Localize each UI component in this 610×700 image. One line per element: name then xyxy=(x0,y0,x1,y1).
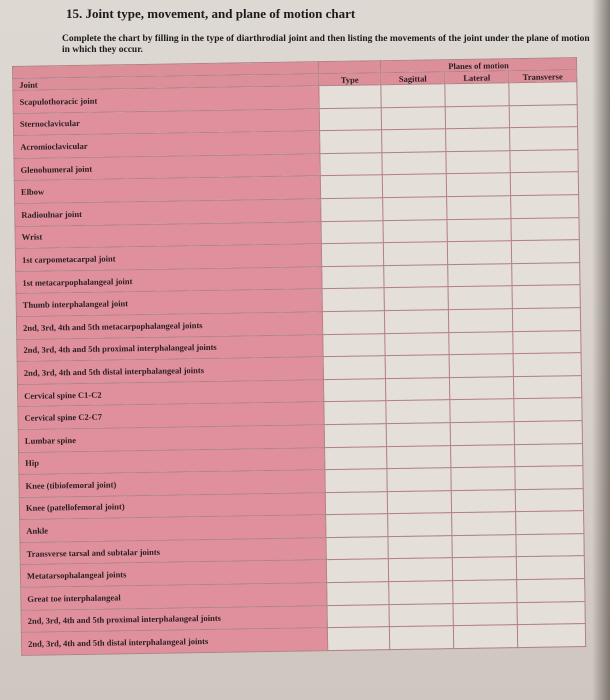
transverse-answer-cell[interactable] xyxy=(511,217,579,241)
header-planes-of-motion: Planes of motion xyxy=(380,58,576,73)
type-answer-cell[interactable] xyxy=(325,491,387,515)
joint-name-cell: 2nd, 3rd, 4th and 5th proximal interphalangeal joints xyxy=(21,605,327,632)
transverse-answer-cell[interactable] xyxy=(511,195,579,219)
joint-chart-table xyxy=(12,57,586,656)
joint-name-cell: Elbow xyxy=(14,176,320,203)
type-answer-cell[interactable] xyxy=(324,424,386,448)
sagittal-answer-cell[interactable] xyxy=(387,490,451,514)
lateral-answer-cell[interactable] xyxy=(453,602,517,626)
type-answer-cell[interactable] xyxy=(322,311,384,335)
transverse-answer-cell[interactable] xyxy=(516,533,584,557)
joint-name-cell: Thumb interphalangeal joint xyxy=(16,289,322,316)
header-joint: Joint xyxy=(13,74,319,91)
transverse-answer-cell[interactable] xyxy=(510,149,578,173)
type-answer-cell[interactable] xyxy=(327,604,389,628)
instructions-text: Complete the chart by filling in the type of diarthrodial joint and then listing the movements of the joint under the plane of motion in which they occur. xyxy=(62,34,590,55)
header-sagittal: Sagittal xyxy=(381,72,445,85)
joint-name-cell: Cervical spine C2-C7 xyxy=(18,402,324,429)
type-answer-cell[interactable] xyxy=(323,356,385,380)
type-answer-cell[interactable] xyxy=(319,85,381,109)
sagittal-answer-cell[interactable] xyxy=(388,513,452,537)
type-answer-cell[interactable] xyxy=(321,243,383,267)
header-transverse: Transverse xyxy=(509,70,577,83)
sagittal-answer-cell[interactable] xyxy=(384,287,448,311)
sagittal-answer-cell[interactable] xyxy=(383,219,447,243)
sagittal-answer-cell[interactable] xyxy=(385,332,449,356)
lateral-answer-cell[interactable] xyxy=(447,241,511,265)
sagittal-answer-cell[interactable] xyxy=(381,84,445,108)
joint-name-cell: Hip xyxy=(19,447,325,474)
joint-name-cell: Knee (patellofemoral joint) xyxy=(19,492,325,519)
lateral-answer-cell[interactable] xyxy=(447,218,511,242)
type-answer-cell[interactable] xyxy=(323,333,385,357)
lateral-answer-cell[interactable] xyxy=(451,489,515,513)
header-type-spacer xyxy=(318,61,380,74)
lateral-answer-cell[interactable] xyxy=(446,150,510,174)
transverse-answer-cell[interactable] xyxy=(510,127,578,151)
type-answer-cell[interactable] xyxy=(320,130,382,154)
joint-name-cell: Lumbar spine xyxy=(18,425,324,452)
sagittal-answer-cell[interactable] xyxy=(384,310,448,334)
transverse-answer-cell[interactable] xyxy=(513,330,581,354)
lateral-answer-cell[interactable] xyxy=(449,331,513,355)
sagittal-answer-cell[interactable] xyxy=(385,377,449,401)
type-answer-cell[interactable] xyxy=(326,537,388,561)
lateral-answer-cell[interactable] xyxy=(446,128,510,152)
lateral-answer-cell[interactable] xyxy=(445,83,509,107)
transverse-answer-cell[interactable] xyxy=(514,420,582,444)
type-answer-cell[interactable] xyxy=(322,265,384,289)
type-answer-cell[interactable] xyxy=(321,198,383,222)
lateral-answer-cell[interactable] xyxy=(452,535,516,559)
type-answer-cell[interactable] xyxy=(321,220,383,244)
type-answer-cell[interactable] xyxy=(326,559,388,583)
transverse-answer-cell[interactable] xyxy=(513,375,581,399)
sagittal-answer-cell[interactable] xyxy=(387,468,451,492)
joint-name-cell: 1st carpometacarpal joint xyxy=(15,244,321,271)
sagittal-answer-cell[interactable] xyxy=(389,603,453,627)
joint-name-cell: 2nd, 3rd, 4th and 5th distal interphalangeal joints xyxy=(17,357,323,384)
lateral-answer-cell[interactable] xyxy=(448,286,512,310)
page-title: 15. Joint type, movement, and plane of motion chart xyxy=(66,6,356,21)
joint-name-cell: Wrist xyxy=(15,221,321,248)
transverse-answer-cell[interactable] xyxy=(510,172,578,196)
transverse-answer-cell[interactable] xyxy=(513,353,581,377)
transverse-answer-cell[interactable] xyxy=(517,624,585,648)
type-answer-cell[interactable] xyxy=(325,469,387,493)
type-answer-cell[interactable] xyxy=(325,446,387,470)
lateral-answer-cell[interactable] xyxy=(448,309,512,333)
joint-name-cell: Knee (tibiofemoral joint) xyxy=(19,470,325,497)
sagittal-answer-cell[interactable] xyxy=(382,174,446,198)
joint-name-cell: Sternoclavicular xyxy=(13,108,319,135)
transverse-answer-cell[interactable] xyxy=(509,82,577,106)
lateral-answer-cell[interactable] xyxy=(453,625,517,649)
type-answer-cell[interactable] xyxy=(327,627,389,651)
lateral-answer-cell[interactable] xyxy=(451,444,515,468)
joint-name-cell: Transverse tarsal and subtalar joints xyxy=(20,538,326,565)
sagittal-answer-cell[interactable] xyxy=(389,626,453,650)
lateral-answer-cell[interactable] xyxy=(445,105,509,129)
type-answer-cell[interactable] xyxy=(320,152,382,176)
sagittal-answer-cell[interactable] xyxy=(381,106,445,130)
joint-name-cell: Metatarsophalangeal joints xyxy=(20,560,326,587)
sagittal-answer-cell[interactable] xyxy=(383,242,447,266)
transverse-answer-cell[interactable] xyxy=(517,601,585,625)
sagittal-answer-cell[interactable] xyxy=(384,264,448,288)
joint-name-cell: 2nd, 3rd, 4th and 5th proximal interphalangeal joints xyxy=(17,334,323,361)
joint-name-cell: Radioulnar joint xyxy=(15,199,321,226)
joint-name-cell: 2nd, 3rd, 4th and 5th metacarpophalangeal joints xyxy=(16,312,322,339)
joint-name-cell: Great toe interphalangeal xyxy=(21,583,327,610)
sagittal-answer-cell[interactable] xyxy=(382,129,446,153)
header-lateral: Lateral xyxy=(445,71,509,84)
type-answer-cell[interactable] xyxy=(323,378,385,402)
header-type: Type xyxy=(319,73,381,86)
type-answer-cell[interactable] xyxy=(319,107,381,131)
lateral-answer-cell[interactable] xyxy=(449,376,513,400)
transverse-answer-cell[interactable] xyxy=(512,285,580,309)
transverse-answer-cell[interactable] xyxy=(512,262,580,286)
sagittal-answer-cell[interactable] xyxy=(388,536,452,560)
sagittal-answer-cell[interactable] xyxy=(383,197,447,221)
lateral-answer-cell[interactable] xyxy=(450,422,514,446)
joint-name-cell: 2nd, 3rd, 4th and 5th distal interphalangeal joints xyxy=(21,628,327,655)
sagittal-answer-cell[interactable] xyxy=(386,400,450,424)
type-answer-cell[interactable] xyxy=(320,175,382,199)
transverse-answer-cell[interactable] xyxy=(509,104,577,128)
type-answer-cell[interactable] xyxy=(322,288,384,312)
sagittal-answer-cell[interactable] xyxy=(389,581,453,605)
lateral-answer-cell[interactable] xyxy=(450,399,514,423)
lateral-answer-cell[interactable] xyxy=(452,557,516,581)
joint-name-cell: Glenohumeral joint xyxy=(14,153,320,180)
joint-name-cell: Acromioclavicular xyxy=(14,131,320,158)
lateral-answer-cell[interactable] xyxy=(449,354,513,378)
type-answer-cell[interactable] xyxy=(324,401,386,425)
lateral-answer-cell[interactable] xyxy=(452,512,516,536)
sagittal-answer-cell[interactable] xyxy=(386,423,450,447)
sagittal-answer-cell[interactable] xyxy=(388,558,452,582)
joint-name-cell: Ankle xyxy=(20,515,326,542)
lateral-answer-cell[interactable] xyxy=(447,196,511,220)
transverse-answer-cell[interactable] xyxy=(516,556,584,580)
transverse-answer-cell[interactable] xyxy=(516,511,584,535)
transverse-answer-cell[interactable] xyxy=(511,240,579,264)
transverse-answer-cell[interactable] xyxy=(515,443,583,467)
lateral-answer-cell[interactable] xyxy=(451,467,515,491)
type-answer-cell[interactable] xyxy=(327,582,389,606)
type-answer-cell[interactable] xyxy=(326,514,388,538)
transverse-answer-cell[interactable] xyxy=(517,579,585,603)
transverse-answer-cell[interactable] xyxy=(515,488,583,512)
transverse-answer-cell[interactable] xyxy=(515,466,583,490)
joint-name-cell: Cervical spine C1-C2 xyxy=(17,379,323,406)
page-edge-shadow xyxy=(592,0,610,700)
sagittal-answer-cell[interactable] xyxy=(385,355,449,379)
sagittal-answer-cell[interactable] xyxy=(382,151,446,175)
transverse-answer-cell[interactable] xyxy=(512,308,580,332)
lateral-answer-cell[interactable] xyxy=(448,263,512,287)
sagittal-answer-cell[interactable] xyxy=(387,445,451,469)
lateral-answer-cell[interactable] xyxy=(446,173,510,197)
joint-name-cell: 1st metacarpophalangeal joint xyxy=(16,266,322,293)
lateral-answer-cell[interactable] xyxy=(453,580,517,604)
joint-name-cell: Scapulothoracic joint xyxy=(13,86,319,113)
transverse-answer-cell[interactable] xyxy=(514,398,582,422)
